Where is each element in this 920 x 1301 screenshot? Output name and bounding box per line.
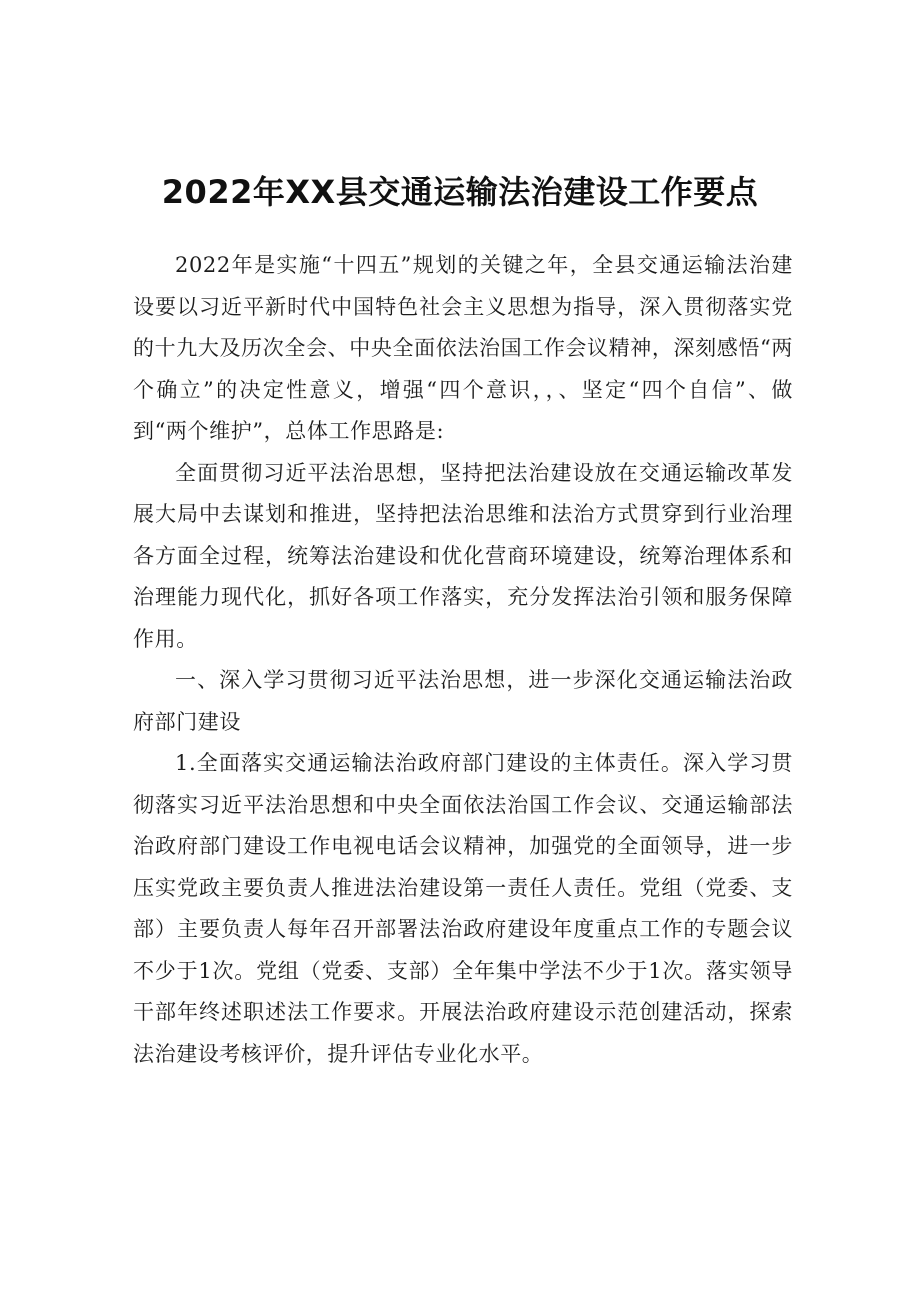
section-heading-1: 一、深入学习贯彻习近平法治思想，进一步深化交通运输法治政府部门建设 — [133, 668, 793, 734]
document-body — [133, 245, 793, 1075]
item-paragraph-1: 1.全面落实交通运输法治政府部门建设的主体责任。深入学习贯彻落实习近平法治思想和中央全面依法治国工作会议、交通运输部法治政府部门建设工作电视电话会议精神，加强党的全面领导，进一步压实党政主要负责人推进法治建设第一责任人责任。党组（党委、支部）主要负责人每年召开部署法治政府建设年度重点工作的专题会议不少于1次。党组（党委、支部）全年集中学法不少于1次。落实领导干部年终述职述法工作要求。开展法治政府建设示范创建活动，探索法治建设考核评价，提升评估专业化水平。 — [133, 751, 793, 1066]
document-title: 2022年XX县交通运输法治建设工作要点 — [161, 173, 759, 211]
intro-paragraph: 2022年是实施“十四五”规划的关键之年，全县交通运输法治建设要以习近平新时代中国特色社会主义思想为指导，深入贯彻落实党的十九大及历次全会、中央全面依法治国工作会议精神，深刻感悟“两个确立”的决定性意义，增强“四个意识，，、坚定“四个自信”、做到“两个维护”，总体工作思路是: — [133, 253, 793, 443]
guiding-principle-paragraph: 全面贯彻习近平法治思想，坚持把法治建设放在交通运输改革发展大局中去谋划和推进，坚持把法治思维和法治方式贯穿到行业治理各方面全过程，统筹法治建设和优化营商环境建设，统筹治理体系和治理能力现代化，抓好各项工作落实，充分发挥法治引领和服务保障作用。 — [133, 460, 793, 651]
